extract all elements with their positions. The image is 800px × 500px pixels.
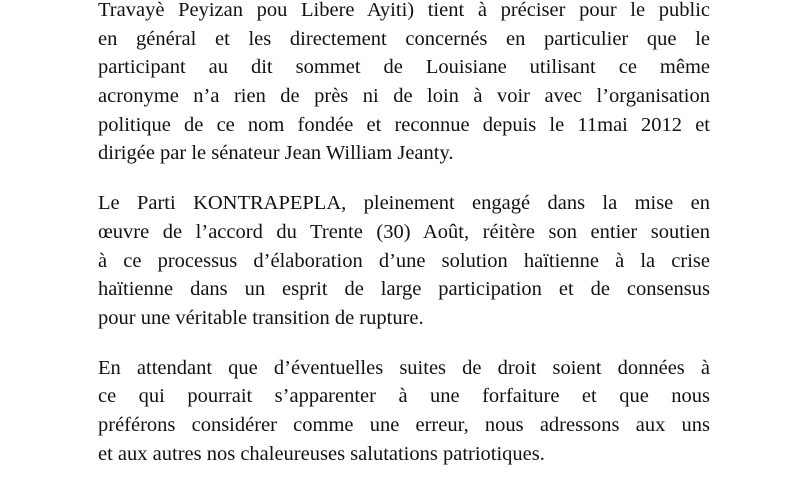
text-line: dirigée par le sénateur Jean William Jeanty. [98, 142, 454, 165]
text-line: participant au dit sommet de Louisiane utilisant ce même [98, 56, 710, 79]
text-line: haïtienne dans un esprit de large participation et de consensus [98, 278, 710, 301]
text-line: acronyme n’a rien de près ni de loin à voir avec l’organisation [98, 85, 710, 108]
text-line: ce qui pourrait s’apparenter à une forfaiture et que nous [98, 385, 710, 408]
text-line: en général et les directement concernés en particulier que le [98, 27, 710, 50]
text-line: et aux autres nos chaleureuses salutations patriotiques. [98, 442, 545, 465]
paragraph-1 [98, 0, 710, 168]
paragraph-2 [98, 189, 710, 332]
document-body [98, 0, 710, 468]
paragraph-3 [98, 354, 710, 469]
text-line: Travayè Peyizan pou Libere Ayiti) tient à préciser pour le public [98, 0, 710, 21]
text-line: œuvre de l’accord du Trente (30) Août, réitère son entier soutien [98, 220, 710, 243]
text-line: à ce processus d’élaboration d’une solution haïtienne à la crise [98, 249, 710, 272]
text-line: préférons considérer comme une erreur, nous adressons aux uns [98, 413, 710, 436]
text-line: politique de ce nom fondée et reconnue depuis le 11mai 2012 et [98, 113, 710, 136]
text-line: Le Parti KONTRAPEPLA, pleinement engagé dans la mise en [98, 192, 710, 215]
text-line: pour une véritable transition de rupture. [98, 306, 424, 329]
text-line: En attendant que d’éventuelles suites de droit soient données à [98, 356, 710, 379]
